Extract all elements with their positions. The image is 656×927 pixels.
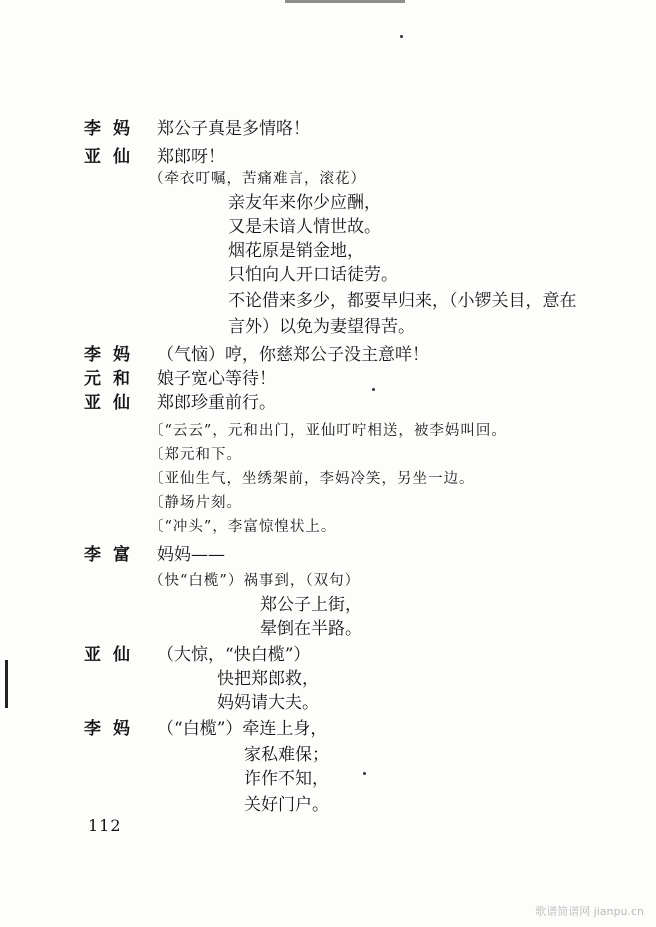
- speaker-name: 亚仙: [84, 147, 142, 167]
- watermark: 歌谱简谱网 jianpu.cn: [535, 905, 644, 918]
- dialogue-text: （气恼）哼，你慈郑公子没主意咩！: [157, 345, 429, 365]
- verse-line: 只怕向人开口话徒劳。: [228, 265, 398, 285]
- dialogue-text: 郑公子真是多情咯！: [157, 119, 310, 139]
- verse-line: 晕倒在半路。: [260, 619, 362, 639]
- verse-line: 又是未谙人情世故。: [228, 217, 381, 237]
- verse-line: 家私难保；: [244, 745, 329, 765]
- verse-line: 快把郑郎救，: [217, 669, 319, 689]
- stage-direction: 〔“冲头”，李富惊惶状上。: [149, 519, 337, 535]
- verse-line: 不论借来多少，都要早归来，（小锣关目，意在: [228, 291, 577, 311]
- speaker-name: 亚仙: [84, 393, 142, 413]
- verse-line: 烟花原是销金地，: [228, 241, 364, 261]
- dialogue-text: （大惊，“快白榄”）: [157, 645, 311, 665]
- top-edge-mark: [285, 0, 405, 3]
- dialogue-text: 娘子宽心等待！: [157, 369, 276, 389]
- verse-line: 亲友年来你少应酬，: [228, 193, 381, 213]
- dialogue-text: （“白榄”）牵连上身，: [157, 719, 328, 739]
- stage-direction: 〔静场片刻。: [149, 495, 242, 511]
- speck: [400, 35, 403, 38]
- stage-direction: 〔亚仙生气，坐绣架前，李妈冷笑，另坐一边。: [149, 471, 475, 487]
- verse-line: 关好门户。: [244, 795, 329, 815]
- stage-direction: （牵衣叮嘱，苦痛难言，滚花）: [149, 171, 366, 187]
- speck: [363, 772, 366, 775]
- page-number: 112: [88, 816, 122, 835]
- speaker-name: 李富: [84, 545, 142, 565]
- margin-mark: [5, 660, 8, 708]
- speaker-name: 亚仙: [84, 645, 142, 665]
- dialogue-text: 郑郎珍重前行。: [157, 393, 276, 413]
- verse-line: 郑公子上街，: [260, 595, 362, 615]
- verse-line: 诈作不知，: [244, 769, 329, 789]
- speck: [372, 388, 375, 391]
- stage-direction: 〔“云云”，元和出门，亚仙叮咛相送，被李妈叫回。: [149, 423, 507, 439]
- speaker-name: 李妈: [84, 345, 142, 365]
- verse-line: 妈妈请大夫。: [217, 693, 319, 713]
- stage-direction: 〔郑元和下。: [149, 447, 242, 463]
- dialogue-text: 妈妈——: [157, 545, 225, 565]
- verse-line: 言外）以免为妻望得苦。: [228, 317, 415, 337]
- speaker-name: 李妈: [84, 719, 142, 739]
- stage-direction: （快“白榄”）祸事到，（双句）: [149, 573, 361, 589]
- speaker-name: 元和: [84, 369, 142, 389]
- dialogue-text: 郑郎呀！: [157, 147, 225, 167]
- speaker-name: 李妈: [84, 119, 142, 139]
